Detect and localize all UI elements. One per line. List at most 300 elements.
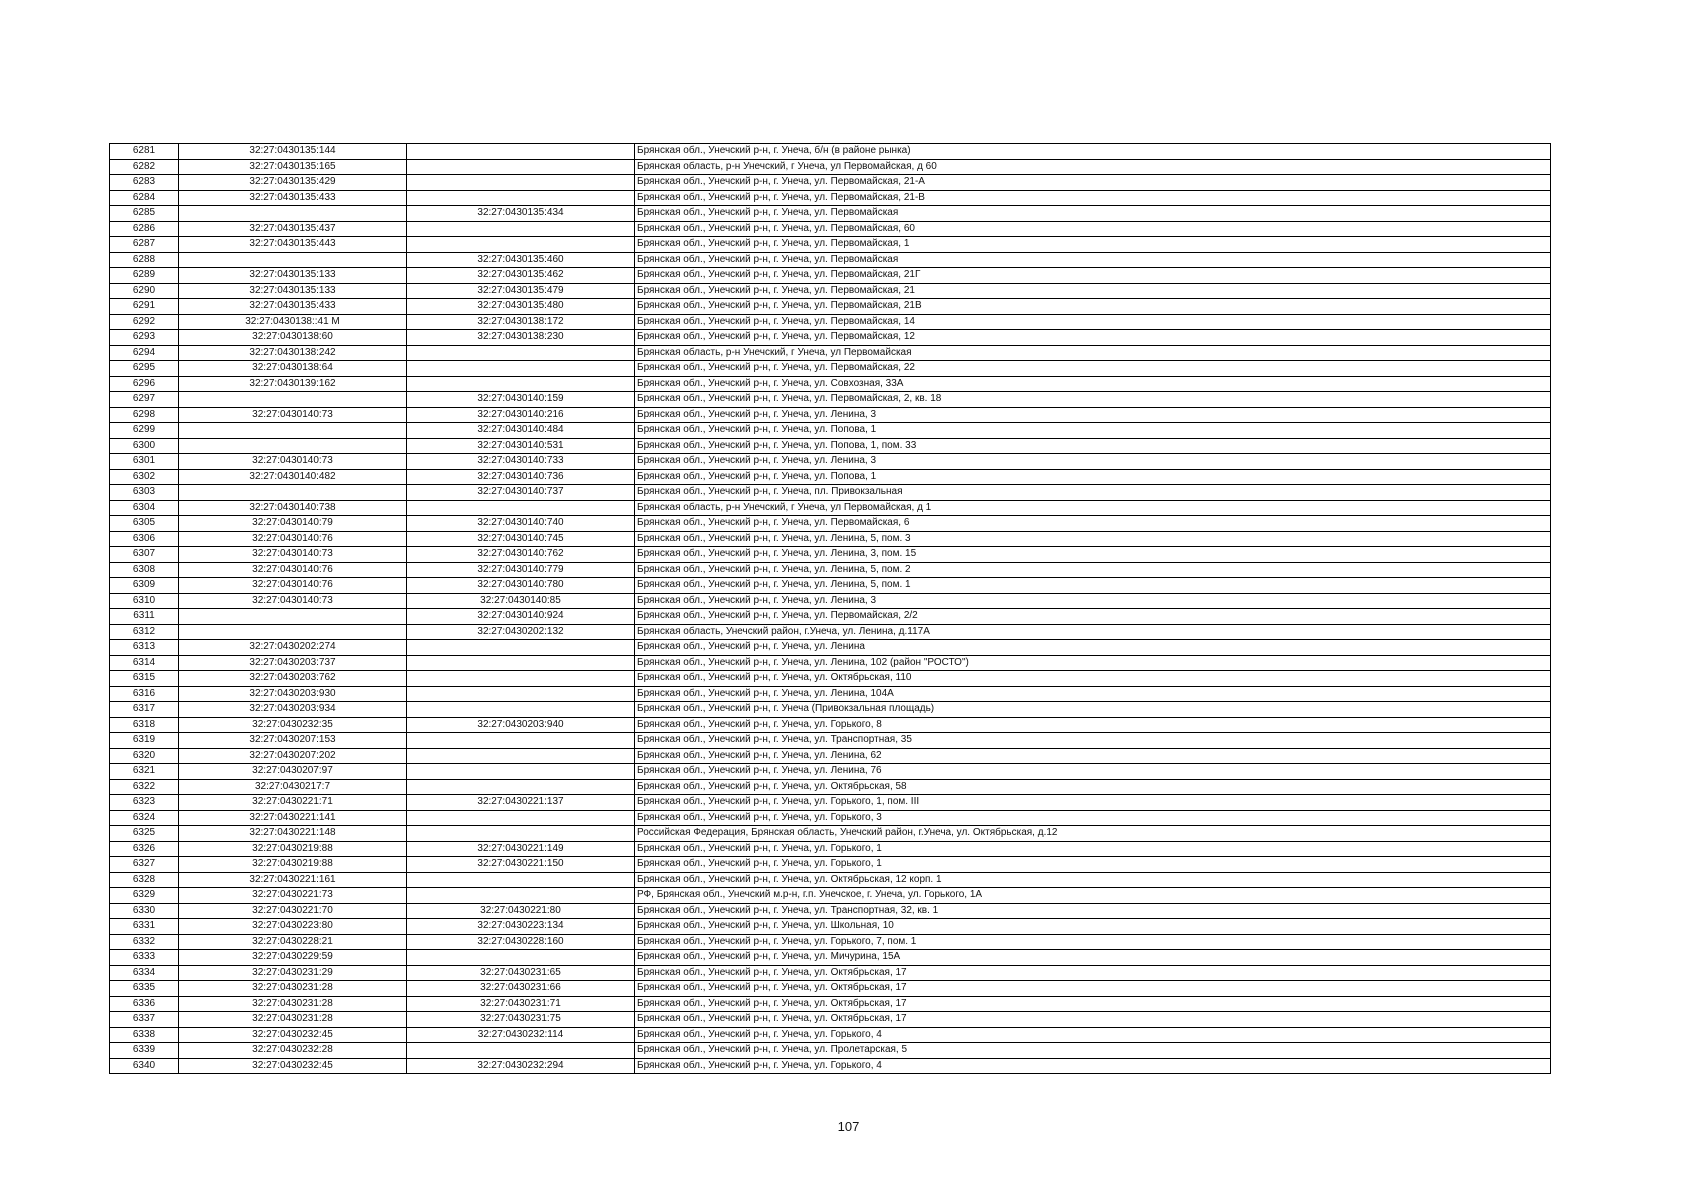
address-cell: Брянская обл., Унечский р-н, г. Унеча, ул. Попова, 1 [635,469,1551,485]
address-cell: Брянская обл., Унечский р-н, г. Унеча, ул. Первомайская, 22 [635,361,1551,377]
table-row [110,206,1551,222]
parent-cadastral-number-cell: 32:27:0430140:73 [179,407,407,423]
registry-table [109,143,1551,1074]
cadastral-number-cell [407,671,635,687]
table-row [110,547,1551,563]
address-cell: Брянская обл., Унечский р-н, г. Унеча, ул. Мичурина, 15А [635,950,1551,966]
table-row [110,903,1551,919]
row-number-cell: 6307 [110,547,179,563]
row-number-cell: 6291 [110,299,179,315]
parent-cadastral-number-cell: 32:27:0430221:141 [179,810,407,826]
parent-cadastral-number-cell: 32:27:0430135:133 [179,283,407,299]
address-cell: Российская Федерация, Брянская область, Унечский район, г.Унеча, ул. Октябрьская, д.12 [635,826,1551,842]
row-number-cell: 6334 [110,965,179,981]
cadastral-number-cell [407,221,635,237]
address-cell: Брянская обл., Унечский р-н, г. Унеча, ул. Попова, 1 [635,423,1551,439]
row-number-cell: 6331 [110,919,179,935]
address-cell: РФ, Брянская обл., Унечский м.р-н, г.п. Унечское, г. Унеча, ул. Горького, 1А [635,888,1551,904]
row-number-cell: 6297 [110,392,179,408]
address-cell: Брянская обл., Унечский р-н, г. Унеча, ул. Первомайская, 2, кв. 18 [635,392,1551,408]
parent-cadastral-number-cell [179,624,407,640]
parent-cadastral-number-cell: 32:27:0430140:738 [179,500,407,516]
address-cell: Брянская обл., Унечский р-н, г. Унеча, ул. Октябрьская, 17 [635,996,1551,1012]
parent-cadastral-number-cell: 32:27:0430203:934 [179,702,407,718]
row-number-cell: 6289 [110,268,179,284]
cadastral-number-cell [407,144,635,160]
address-cell: Брянская обл., Унечский р-н, г. Унеча, б/н (в районе рынка) [635,144,1551,160]
address-cell: Брянская обл., Унечский р-н, г. Унеча, ул. Первомайская [635,252,1551,268]
row-number-cell: 6319 [110,733,179,749]
cadastral-number-cell [407,237,635,253]
cadastral-number-cell [407,640,635,656]
cadastral-number-cell [407,779,635,795]
row-number-cell: 6315 [110,671,179,687]
parent-cadastral-number-cell: 32:27:0430223:80 [179,919,407,935]
cadastral-number-cell [407,764,635,780]
address-cell: Брянская обл., Унечский р-н, г. Унеча, ул. Горького, 4 [635,1027,1551,1043]
table-row [110,268,1551,284]
address-cell: Брянская обл., Унечский р-н, г. Унеча, ул. Горького, 4 [635,1058,1551,1074]
address-cell: Брянская обл., Унечский р-н, г. Унеча, ул. Первомайская, 21-А [635,175,1551,191]
parent-cadastral-number-cell: 32:27:0430219:88 [179,857,407,873]
parent-cadastral-number-cell: 32:27:0430135:133 [179,268,407,284]
table-row [110,485,1551,501]
cadastral-number-cell: 32:27:0430135:462 [407,268,635,284]
cadastral-number-cell: 32:27:0430135:480 [407,299,635,315]
parent-cadastral-number-cell: 32:27:0430140:76 [179,531,407,547]
address-cell: Брянская обл., Унечский р-н, г. Унеча, ул. Первомайская, 2/2 [635,609,1551,625]
address-cell: Брянская обл., Унечский р-н, г. Унеча, ул. Ленина [635,640,1551,656]
parent-cadastral-number-cell [179,438,407,454]
table-row [110,748,1551,764]
cadastral-number-cell: 32:27:0430140:780 [407,578,635,594]
address-cell: Брянская обл., Унечский р-н, г. Унеча, ул. Ленина, 5, пом. 3 [635,531,1551,547]
table-row [110,175,1551,191]
table-row [110,516,1551,532]
parent-cadastral-number-cell: 32:27:0430232:35 [179,717,407,733]
table-row [110,237,1551,253]
row-number-cell: 6337 [110,1012,179,1028]
row-number-cell: 6308 [110,562,179,578]
parent-cadastral-number-cell: 32:27:0430228:21 [179,934,407,950]
row-number-cell: 6335 [110,981,179,997]
cadastral-number-cell: 32:27:0430140:733 [407,454,635,470]
row-number-cell: 6328 [110,872,179,888]
row-number-cell: 6317 [110,702,179,718]
row-number-cell: 6285 [110,206,179,222]
address-cell: Брянская обл., Унечский р-н, г. Унеча, ул. Ленина, 3 [635,454,1551,470]
row-number-cell: 6311 [110,609,179,625]
cadastral-number-cell: 32:27:0430231:75 [407,1012,635,1028]
parent-cadastral-number-cell: 32:27:0430140:73 [179,593,407,609]
table-row [110,469,1551,485]
cadastral-number-cell: 32:27:0430228:160 [407,934,635,950]
address-cell: Брянская обл., Унечский р-н, г. Унеча, ул. Ленина, 3 [635,407,1551,423]
address-cell: Брянская обл., Унечский р-н, г. Унеча, ул. Первомайская [635,206,1551,222]
table-row [110,221,1551,237]
parent-cadastral-number-cell: 32:27:0430135:443 [179,237,407,253]
row-number-cell: 6336 [110,996,179,1012]
table-row [110,779,1551,795]
parent-cadastral-number-cell: 32:27:0430135:165 [179,159,407,175]
row-number-cell: 6296 [110,376,179,392]
address-cell: Брянская обл., Унечский р-н, г. Унеча, ул. Октябрьская, 17 [635,981,1551,997]
cadastral-number-cell: 32:27:0430232:294 [407,1058,635,1074]
cadastral-number-cell: 32:27:0430223:134 [407,919,635,935]
cadastral-number-cell [407,733,635,749]
page-number: 107 [837,1119,860,1134]
table-row [110,810,1551,826]
row-number-cell: 6327 [110,857,179,873]
parent-cadastral-number-cell: 32:27:0430231:29 [179,965,407,981]
address-cell: Брянская обл., Унечский р-н, г. Унеча, ул. Ленина, 3 [635,593,1551,609]
address-cell: Брянская обл., Унечский р-н, г. Унеча, ул. Совхозная, 33А [635,376,1551,392]
table-row [110,640,1551,656]
cadastral-number-cell [407,500,635,516]
parent-cadastral-number-cell [179,206,407,222]
row-number-cell: 6281 [110,144,179,160]
address-cell: Брянская обл., Унечский р-н, г. Унеча, ул. Октябрьская, 17 [635,965,1551,981]
parent-cadastral-number-cell: 32:27:0430135:429 [179,175,407,191]
parent-cadastral-number-cell: 32:27:0430217:7 [179,779,407,795]
table-row [110,624,1551,640]
parent-cadastral-number-cell: 32:27:0430231:28 [179,1012,407,1028]
table-row [110,500,1551,516]
table-row [110,423,1551,439]
row-number-cell: 6302 [110,469,179,485]
row-number-cell: 6284 [110,190,179,206]
address-cell: Брянская обл., Унечский р-н, г. Унеча, ул. Ленина, 5, пом. 1 [635,578,1551,594]
table-row [110,888,1551,904]
cadastral-number-cell: 32:27:0430221:137 [407,795,635,811]
row-number-cell: 6340 [110,1058,179,1074]
parent-cadastral-number-cell: 32:27:0430221:161 [179,872,407,888]
parent-cadastral-number-cell: 32:27:0430221:70 [179,903,407,919]
parent-cadastral-number-cell: 32:27:0430138:242 [179,345,407,361]
cadastral-number-cell: 32:27:0430140:779 [407,562,635,578]
address-cell: Брянская обл., Унечский р-н, г. Унеча, ул. Горького, 1 [635,841,1551,857]
row-number-cell: 6309 [110,578,179,594]
parent-cadastral-number-cell: 32:27:0430140:73 [179,454,407,470]
table-body [110,144,1551,1074]
row-number-cell: 6322 [110,779,179,795]
table-row [110,376,1551,392]
address-cell: Брянская обл., Унечский р-н, г. Унеча, пл. Привокзальная [635,485,1551,501]
cadastral-number-cell: 32:27:0430202:132 [407,624,635,640]
table-row [110,361,1551,377]
row-number-cell: 6286 [110,221,179,237]
cadastral-number-cell [407,748,635,764]
table-row [110,826,1551,842]
cadastral-number-cell: 32:27:0430140:531 [407,438,635,454]
address-cell: Брянская обл., Унечский р-н, г. Унеча (Привокзальная площадь) [635,702,1551,718]
table-row [110,345,1551,361]
cadastral-number-cell: 32:27:0430232:114 [407,1027,635,1043]
table-row [110,671,1551,687]
table-row [110,562,1551,578]
row-number-cell: 6295 [110,361,179,377]
cadastral-number-cell: 32:27:0430231:66 [407,981,635,997]
cadastral-number-cell [407,888,635,904]
cadastral-number-cell [407,872,635,888]
row-number-cell: 6287 [110,237,179,253]
address-cell: Брянская обл., Унечский р-н, г. Унеча, ул. Ленина, 104А [635,686,1551,702]
address-cell: Брянская обл., Унечский р-н, г. Унеча, ул. Пролетарская, 5 [635,1043,1551,1059]
row-number-cell: 6330 [110,903,179,919]
table-row [110,392,1551,408]
address-cell: Брянская обл., Унечский р-н, г. Унеча, ул. Попова, 1, пом. 33 [635,438,1551,454]
cadastral-number-cell: 32:27:0430140:216 [407,407,635,423]
row-number-cell: 6300 [110,438,179,454]
cadastral-number-cell [407,655,635,671]
row-number-cell: 6293 [110,330,179,346]
address-cell: Брянская обл., Унечский р-н, г. Унеча, ул. Первомайская, 21-В [635,190,1551,206]
table-row [110,283,1551,299]
address-cell: Брянская обл., Унечский р-н, г. Унеча, ул. Горького, 8 [635,717,1551,733]
address-cell: Брянская обл., Унечский р-н, г. Унеча, ул. Ленина, 102 (район "РОСТО") [635,655,1551,671]
table-row [110,965,1551,981]
row-number-cell: 6303 [110,485,179,501]
row-number-cell: 6314 [110,655,179,671]
cadastral-number-cell: 32:27:0430140:159 [407,392,635,408]
parent-cadastral-number-cell: 32:27:0430219:88 [179,841,407,857]
table-row [110,996,1551,1012]
cadastral-number-cell [407,159,635,175]
table-row [110,407,1551,423]
parent-cadastral-number-cell: 32:27:0430232:28 [179,1043,407,1059]
cadastral-number-cell: 32:27:0430135:434 [407,206,635,222]
address-cell: Брянская обл., Унечский р-н, г. Унеча, ул. Первомайская, 12 [635,330,1551,346]
row-number-cell: 6298 [110,407,179,423]
parent-cadastral-number-cell: 32:27:0430140:76 [179,562,407,578]
address-cell: Брянская обл., Унечский р-н, г. Унеча, ул. Транспортная, 32, кв. 1 [635,903,1551,919]
parent-cadastral-number-cell: 32:27:0430207:202 [179,748,407,764]
cadastral-number-cell: 32:27:0430203:940 [407,717,635,733]
parent-cadastral-number-cell: 32:27:0430202:274 [179,640,407,656]
row-number-cell: 6313 [110,640,179,656]
table-row [110,1043,1551,1059]
parent-cadastral-number-cell: 32:27:0430221:73 [179,888,407,904]
parent-cadastral-number-cell: 32:27:0430138:60 [179,330,407,346]
table-row [110,1058,1551,1074]
cadastral-number-cell: 32:27:0430140:924 [407,609,635,625]
cadastral-number-cell: 32:27:0430140:745 [407,531,635,547]
row-number-cell: 6282 [110,159,179,175]
table-row [110,454,1551,470]
table-row [110,299,1551,315]
cadastral-number-cell [407,686,635,702]
row-number-cell: 6326 [110,841,179,857]
cadastral-number-cell: 32:27:0430140:85 [407,593,635,609]
table-row [110,609,1551,625]
address-cell: Брянская обл., Унечский р-н, г. Унеча, ул. Горького, 1, пом. III [635,795,1551,811]
parent-cadastral-number-cell: 32:27:0430231:28 [179,981,407,997]
table-row [110,950,1551,966]
table-row [110,795,1551,811]
table-row [110,330,1551,346]
parent-cadastral-number-cell: 32:27:0430203:737 [179,655,407,671]
table-row [110,934,1551,950]
parent-cadastral-number-cell: 32:27:0430203:930 [179,686,407,702]
row-number-cell: 6288 [110,252,179,268]
cadastral-number-cell [407,826,635,842]
cadastral-number-cell [407,950,635,966]
address-cell: Брянская обл., Унечский р-н, г. Унеча, ул. Октябрьская, 110 [635,671,1551,687]
cadastral-number-cell: 32:27:0430221:80 [407,903,635,919]
address-cell: Брянская область, Унечский район, г.Унеча, ул. Ленина, д.117А [635,624,1551,640]
cadastral-number-cell: 32:27:0430140:484 [407,423,635,439]
parent-cadastral-number-cell: 32:27:0430221:148 [179,826,407,842]
parent-cadastral-number-cell: 32:27:0430207:153 [179,733,407,749]
parent-cadastral-number-cell: 32:27:0430140:76 [179,578,407,594]
address-cell: Брянская обл., Унечский р-н, г. Унеча, ул. Первомайская, 60 [635,221,1551,237]
cadastral-number-cell [407,361,635,377]
address-cell: Брянская область, р-н Унечский, г Унеча, ул Первомайская, д 60 [635,159,1551,175]
parent-cadastral-number-cell: 32:27:0430135:144 [179,144,407,160]
cadastral-number-cell: 32:27:0430138:172 [407,314,635,330]
table-row [110,438,1551,454]
parent-cadastral-number-cell: 32:27:0430221:71 [179,795,407,811]
parent-cadastral-number-cell: 32:27:0430207:97 [179,764,407,780]
row-number-cell: 6321 [110,764,179,780]
table-row [110,190,1551,206]
cadastral-number-cell: 32:27:0430140:762 [407,547,635,563]
table-row [110,686,1551,702]
row-number-cell: 6283 [110,175,179,191]
row-number-cell: 6318 [110,717,179,733]
cadastral-number-cell: 32:27:0430135:479 [407,283,635,299]
cadastral-number-cell: 32:27:0430221:150 [407,857,635,873]
address-cell: Брянская обл., Унечский р-н, г. Унеча, ул. Октябрьская, 17 [635,1012,1551,1028]
row-number-cell: 6332 [110,934,179,950]
address-cell: Брянская обл., Унечский р-н, г. Унеча, ул. Октябрьская, 58 [635,779,1551,795]
row-number-cell: 6329 [110,888,179,904]
table-row [110,841,1551,857]
row-number-cell: 6305 [110,516,179,532]
table-row [110,857,1551,873]
parent-cadastral-number-cell [179,423,407,439]
parent-cadastral-number-cell: 32:27:0430138:64 [179,361,407,377]
address-cell: Брянская обл., Унечский р-н, г. Унеча, ул. Транспортная, 35 [635,733,1551,749]
table-row [110,593,1551,609]
parent-cadastral-number-cell [179,392,407,408]
address-cell: Брянская обл., Унечский р-н, г. Унеча, ул. Горького, 1 [635,857,1551,873]
row-number-cell: 6323 [110,795,179,811]
address-cell: Брянская обл., Унечский р-н, г. Унеча, ул. Ленина, 76 [635,764,1551,780]
row-number-cell: 6333 [110,950,179,966]
cadastral-number-cell: 32:27:0430231:71 [407,996,635,1012]
row-number-cell: 6294 [110,345,179,361]
table-row [110,1012,1551,1028]
parent-cadastral-number-cell: 32:27:0430138::41 М [179,314,407,330]
row-number-cell: 6324 [110,810,179,826]
cadastral-number-cell [407,1043,635,1059]
table-row [110,717,1551,733]
address-cell: Брянская обл., Унечский р-н, г. Унеча, ул. Школьная, 10 [635,919,1551,935]
address-cell: Брянская обл., Унечский р-н, г. Унеча, ул. Первомайская, 1 [635,237,1551,253]
parent-cadastral-number-cell [179,485,407,501]
address-cell: Брянская обл., Унечский р-н, г. Унеча, ул. Горького, 7, пом. 1 [635,934,1551,950]
address-cell: Брянская обл., Унечский р-н, г. Унеча, ул. Первомайская, 14 [635,314,1551,330]
table-row [110,314,1551,330]
parent-cadastral-number-cell: 32:27:0430135:433 [179,190,407,206]
address-cell: Брянская обл., Унечский р-н, г. Унеча, ул. Ленина, 3, пом. 15 [635,547,1551,563]
row-number-cell: 6292 [110,314,179,330]
cadastral-number-cell: 32:27:0430135:460 [407,252,635,268]
parent-cadastral-number-cell: 32:27:0430229:59 [179,950,407,966]
cadastral-number-cell: 32:27:0430140:736 [407,469,635,485]
address-cell: Брянская область, р-н Унечский, г Унеча, ул Первомайская [635,345,1551,361]
table-row [110,531,1551,547]
cadastral-number-cell [407,810,635,826]
table-row [110,702,1551,718]
parent-cadastral-number-cell: 32:27:0430140:73 [179,547,407,563]
row-number-cell: 6325 [110,826,179,842]
address-cell: Брянская обл., Унечский р-н, г. Унеча, ул. Первомайская, 21 [635,283,1551,299]
row-number-cell: 6304 [110,500,179,516]
cadastral-number-cell: 32:27:0430138:230 [407,330,635,346]
row-number-cell: 6339 [110,1043,179,1059]
cadastral-number-cell [407,175,635,191]
cadastral-number-cell: 32:27:0430221:149 [407,841,635,857]
address-cell: Брянская обл., Унечский р-н, г. Унеча, ул. Первомайская, 21В [635,299,1551,315]
table-row [110,655,1551,671]
row-number-cell: 6320 [110,748,179,764]
parent-cadastral-number-cell: 32:27:0430232:45 [179,1027,407,1043]
cadastral-number-cell [407,345,635,361]
row-number-cell: 6290 [110,283,179,299]
parent-cadastral-number-cell: 32:27:0430140:79 [179,516,407,532]
address-cell: Брянская обл., Унечский р-н, г. Унеча, ул. Ленина, 5, пом. 2 [635,562,1551,578]
parent-cadastral-number-cell: 32:27:0430135:433 [179,299,407,315]
address-cell: Брянская обл., Унечский р-н, г. Унеча, ул. Ленина, 62 [635,748,1551,764]
row-number-cell: 6306 [110,531,179,547]
parent-cadastral-number-cell: 32:27:0430231:28 [179,996,407,1012]
table-row [110,252,1551,268]
parent-cadastral-number-cell: 32:27:0430203:762 [179,671,407,687]
table-row [110,159,1551,175]
table-row [110,1027,1551,1043]
parent-cadastral-number-cell: 32:27:0430232:45 [179,1058,407,1074]
row-number-cell: 6338 [110,1027,179,1043]
parent-cadastral-number-cell [179,252,407,268]
cadastral-number-cell [407,702,635,718]
row-number-cell: 6299 [110,423,179,439]
parent-cadastral-number-cell [179,609,407,625]
cadastral-number-cell [407,376,635,392]
cadastral-number-cell: 32:27:0430231:65 [407,965,635,981]
parent-cadastral-number-cell: 32:27:0430140:482 [179,469,407,485]
row-number-cell: 6312 [110,624,179,640]
table-row [110,981,1551,997]
table-row [110,872,1551,888]
cadastral-number-cell [407,190,635,206]
parent-cadastral-number-cell: 32:27:0430135:437 [179,221,407,237]
address-cell: Брянская обл., Унечский р-н, г. Унеча, ул. Октябрьская, 12 корп. 1 [635,872,1551,888]
address-cell: Брянская обл., Унечский р-н, г. Унеча, ул. Горького, 3 [635,810,1551,826]
table-row [110,578,1551,594]
cadastral-number-cell: 32:27:0430140:737 [407,485,635,501]
row-number-cell: 6310 [110,593,179,609]
cadastral-number-cell: 32:27:0430140:740 [407,516,635,532]
table-row [110,919,1551,935]
parent-cadastral-number-cell: 32:27:0430139:162 [179,376,407,392]
table-row [110,764,1551,780]
address-cell: Брянская область, р-н Унечский, г Унеча, ул Первомайская, д 1 [635,500,1551,516]
address-cell: Брянская обл., Унечский р-н, г. Унеча, ул. Первомайская, 6 [635,516,1551,532]
table-row [110,144,1551,160]
address-cell: Брянская обл., Унечский р-н, г. Унеча, ул. Первомайская, 21Г [635,268,1551,284]
